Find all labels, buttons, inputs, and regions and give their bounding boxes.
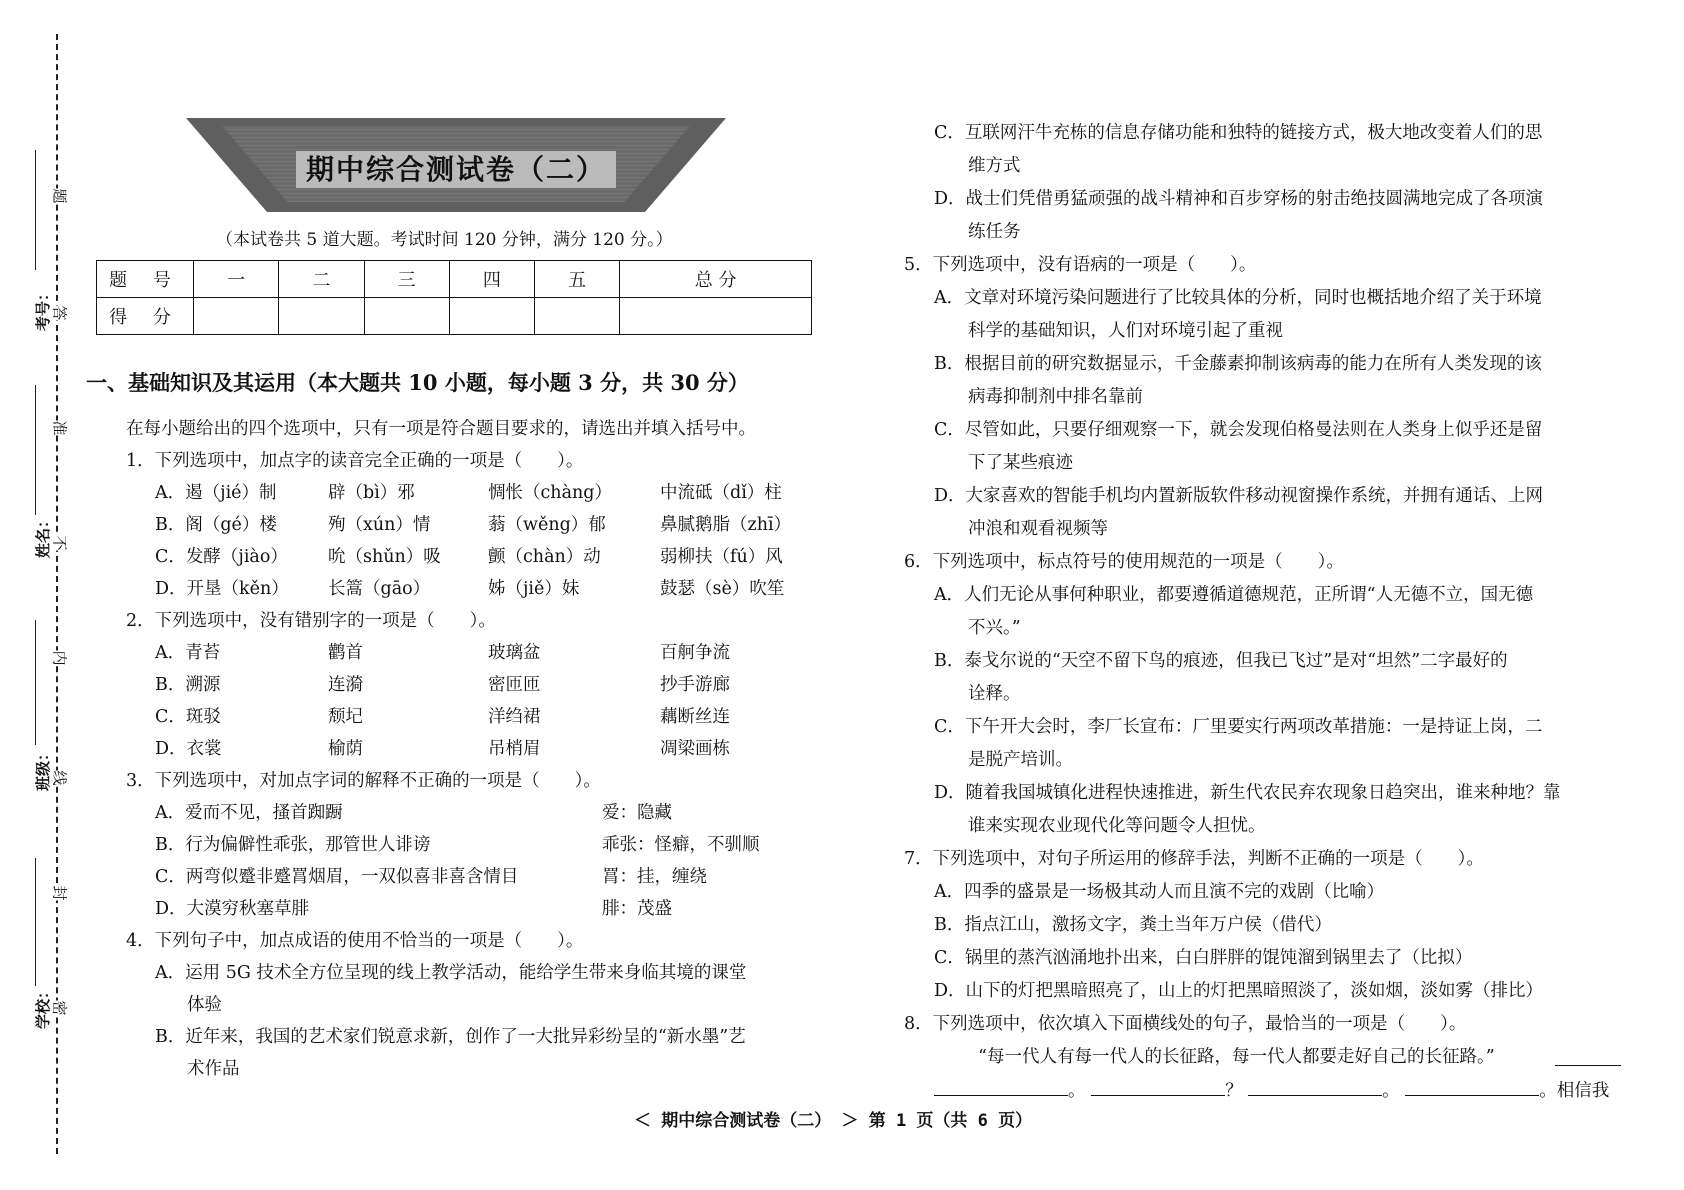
option-cell: 姊（jiě）妹: [488, 579, 580, 599]
fill-blank[interactable]: [934, 1077, 1068, 1096]
option-cell: 鼓瑟（sè）吹笙: [660, 579, 785, 599]
option-text: C．两弯似蹙非蹙罥烟眉，一双似喜非喜含情目: [155, 867, 519, 887]
binding-char: 内: [50, 650, 69, 666]
right-line: D．战士们凭借勇猛顽强的战斗精神和百步穿杨的射击绝技圆满地完成了各项演: [934, 189, 1544, 209]
option-cell: 惆怅（chàng）: [488, 483, 612, 503]
right-line: C．锅里的蒸汽汹涌地扑出来，白白胖胖的馄饨溜到锅里去了（比拟）: [934, 948, 1473, 968]
page-footer: ＜ 期中综合测试卷（二） ＞ 第 1 页（共 6 页）: [634, 1111, 1033, 1131]
score-table-score-row: [97, 298, 812, 335]
right-line: B．泰戈尔说的“天空不留下鸟的痕迹，但我已飞过”是对“坦然”二字最好的: [934, 651, 1508, 671]
name-label: 姓名：: [34, 512, 53, 559]
section-title: 一、基础知识及其运用（本大题共 10 小题，每小题 3 分，共 30 分）: [86, 370, 749, 395]
right-line: B．根据目前的研究数据显示，千金藤素抑制该病毒的能力在所有人类发现的该: [934, 354, 1542, 374]
option-text: B．近年来，我国的艺术家们锐意求新，创作了一大批异彩纷呈的“新水墨”艺: [155, 1027, 746, 1047]
score-entry[interactable]: [535, 298, 620, 335]
option-cell: 颓圮: [328, 707, 363, 727]
blank-line: [934, 1077, 1609, 1103]
right-line: C．下午开大会时，李厂长宣布：厂里要实行两项改革措施：一是持证上岗，二: [934, 717, 1543, 737]
option-cell: D．衣裳: [155, 739, 222, 759]
option-text: A．运用 5G 技术全方位呈现的线上教学活动，能给学生带来身临其境的课堂: [155, 963, 747, 983]
option-cell: B．阁（gé）楼: [155, 515, 277, 535]
question-8: 8．下列选项中，依次填入下面横线处的句子，最恰当的一项是（ ）。: [904, 1014, 1467, 1034]
option-cell: 蓊（wěng）郁: [488, 515, 606, 535]
option-cell: 连漪: [328, 675, 363, 695]
option-text: 体验: [187, 995, 222, 1015]
option-cell: 藕断丝连: [660, 707, 730, 727]
blank-punct: 。: [1382, 1081, 1400, 1101]
option-cell: 吊梢眉: [488, 739, 541, 759]
option-cell: 中流砥（dǐ）柱: [660, 483, 782, 503]
page-title-text: 期中综合测试卷（二）: [296, 151, 616, 188]
blank-punct: 。: [1068, 1081, 1086, 1101]
option-cell: 弱柳扶（fú）风: [660, 547, 783, 567]
option-cell: A．遏（jié）制: [155, 483, 277, 503]
score-entry[interactable]: [194, 298, 279, 335]
option-text: 术作品: [187, 1059, 240, 1079]
option-cell: 颤（chàn）动: [488, 547, 601, 567]
right-line: 诠释。: [968, 684, 1021, 704]
question-2: 2．下列选项中，没有错别字的一项是（ ）。: [126, 611, 496, 631]
score-cell: 二: [279, 261, 364, 298]
exam-note: （本试卷共 5 道大题。考试时间 120 分钟，满分 120 分。）: [216, 230, 673, 250]
score-table: [96, 260, 812, 335]
right-line: C．互联网汗牛充栋的信息存储功能和独特的链接方式，极大地改变着人们的思: [934, 123, 1543, 143]
option-text: B．行为偏僻性乖张，那管世人诽谤: [155, 835, 431, 855]
right-line: D．大家喜欢的智能手机均内置新版软件移动视窗操作系统，并拥有通话、上网: [934, 486, 1544, 506]
fill-blank[interactable]: [1248, 1077, 1382, 1096]
option-text: D．大漠穷秋塞草腓: [155, 899, 310, 919]
score-entry[interactable]: [364, 298, 449, 335]
option-cell: 鹳首: [328, 643, 363, 663]
option-cell: 密匝匝: [488, 675, 541, 695]
score-cell: 一: [194, 261, 279, 298]
option-cell: 抄手游廊: [660, 675, 730, 695]
option-cell: B．溯源: [155, 675, 221, 695]
name-blank[interactable]: [35, 385, 36, 515]
option-cell: C．斑驳: [155, 707, 221, 727]
class-blank[interactable]: [35, 620, 36, 745]
fill-blank[interactable]: [1405, 1077, 1539, 1096]
binding-char: 答: [50, 305, 69, 321]
fill-blank[interactable]: [1091, 1077, 1225, 1096]
score-cell: 三: [364, 261, 449, 298]
option-cell: 吮（shǔn）吸: [328, 547, 441, 567]
fill-blank[interactable]: [1555, 1047, 1621, 1066]
score-entry[interactable]: [620, 298, 812, 335]
option-text: A．爱而不见，搔首踟蹰: [155, 803, 343, 823]
right-line: 是脱产培训。: [968, 750, 1073, 770]
option-cell: C．发酵（jiào）: [155, 547, 288, 567]
binding-char: 题: [50, 188, 69, 204]
option-cell: 百舸争流: [660, 643, 730, 663]
right-line: A．文章对环境污染问题进行了比较具体的分析，同时也概括地介绍了关于环境: [934, 288, 1542, 308]
right-line: 科学的基础知识，人们对环境引起了重视: [968, 321, 1283, 341]
page-title: [186, 148, 726, 188]
binding-char: 准: [50, 420, 69, 436]
binding-char: 线: [50, 770, 69, 786]
option-cell: 榆荫: [328, 739, 363, 759]
binding-char: 封: [50, 885, 69, 901]
option-cell: A．青苔: [155, 643, 221, 663]
option-explanation: 腓：茂盛: [602, 899, 672, 919]
option-cell: 鼻腻鹅脂（zhī）: [660, 515, 792, 535]
right-line: B．指点江山，激扬文字，粪土当年万户侯（借代）: [934, 915, 1332, 935]
instruction: 在每小题给出的四个选项中，只有一项是符合题目要求的，请选出并填入括号中。: [126, 419, 756, 439]
binding-char: 密: [50, 1000, 69, 1016]
right-line: D．山下的灯把黑暗照亮了，山上的灯把黑暗照淡了，淡如烟，淡如雾（排比）: [934, 981, 1544, 1001]
score-entry[interactable]: [449, 298, 534, 335]
option-cell: D．开垦（kěn）: [155, 579, 289, 599]
school-label: 学校：: [34, 983, 53, 1030]
score-cell: 得 分: [97, 298, 194, 335]
right-line: C．尽管如此，只要仔细观察一下，就会发现伯格曼法则在人类身上似乎还是留: [934, 420, 1543, 440]
score-table-header-row: [97, 261, 812, 298]
score-cell: 五: [535, 261, 620, 298]
question-4: 4．下列句子中，加点成语的使用不恰当的一项是（ ）。: [126, 931, 584, 951]
right-line: A．人们无论从事何种职业，都要遵循道德规范，正所谓“人无德不立，国无德: [934, 585, 1534, 605]
class-label: 班级：: [34, 745, 53, 792]
right-line: D．随着我国城镇化进程快速推进，新生代农民弃农现象日趋突出，谁来种地？靠: [934, 783, 1561, 803]
score-cell: 总 分: [620, 261, 812, 298]
right-line: 下了某些痕迹: [968, 453, 1073, 473]
right-line: 练任务: [968, 222, 1021, 242]
blank-punct: ？: [1225, 1081, 1243, 1101]
right-line: 冲浪和观看视频等: [968, 519, 1108, 539]
option-cell: 凋梁画栋: [660, 739, 730, 759]
question-1: 1．下列选项中，加点字的读音完全正确的一项是（ ）。: [126, 451, 584, 471]
school-blank[interactable]: [35, 858, 36, 986]
quote-line: “每一代人有每一代人的长征路，每一代人都要走好自己的长征路。”: [978, 1047, 1495, 1067]
option-explanation: 爱：隐藏: [602, 803, 672, 823]
option-explanation: 罥：挂，缠绕: [602, 867, 707, 887]
exam-number-label: 考号：: [34, 285, 53, 332]
exam-number-blank[interactable]: [35, 150, 36, 270]
option-explanation: 乖张：怪癖，不驯顺: [602, 835, 760, 855]
binding-char: 不: [50, 535, 69, 551]
option-cell: 洋绉裙: [488, 707, 541, 727]
blank-punct: 。相信我: [1539, 1081, 1610, 1101]
question-6: 6．下列选项中，标点符号的使用规范的一项是（ ）。: [904, 552, 1344, 572]
score-cell: 题 号: [97, 261, 194, 298]
option-cell: 辟（bì）邪: [328, 483, 415, 503]
question-5: 5．下列选项中，没有语病的一项是（ ）。: [904, 255, 1257, 275]
score-cell: 四: [449, 261, 534, 298]
option-cell: 长篙（gāo）: [328, 579, 431, 599]
score-entry[interactable]: [279, 298, 364, 335]
option-cell: 殉（xún）情: [328, 515, 431, 535]
right-line: 谁来实现农业现代化等问题令人担忧。: [968, 816, 1266, 836]
question-3: 3．下列选项中，对加点字词的解释不正确的一项是（ ）。: [126, 771, 601, 791]
right-line: 维方式: [968, 156, 1021, 176]
right-line: 病毒抑制剂中排名靠前: [968, 387, 1143, 407]
question-7: 7．下列选项中，对句子所运用的修辞手法，判断不正确的一项是（ ）。: [904, 849, 1484, 869]
option-cell: 玻璃盆: [488, 643, 541, 663]
right-line: A．四季的盛景是一场极其动人而且演不完的戏剧（比喻）: [934, 882, 1385, 902]
right-line: 不兴。”: [968, 618, 1021, 638]
